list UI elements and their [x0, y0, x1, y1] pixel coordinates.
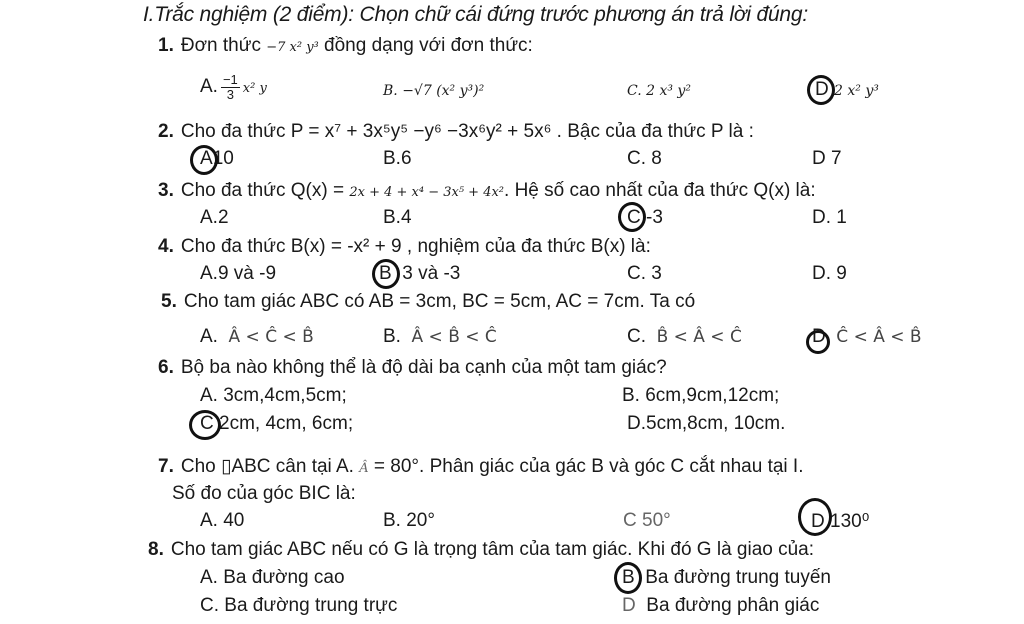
option-label: B.: [383, 326, 401, 347]
option-expression: Â < Ĉ < B̂: [228, 327, 314, 347]
question-text: Cho ▯ABC cân tại A.: [180, 456, 354, 477]
fraction-denominator: 3: [226, 86, 234, 102]
question-text: Cho đa thức B(x) = -x² + 9 , nghiệm của đa thức B(x) là:: [180, 236, 651, 257]
option-8-c[interactable]: [200, 595, 397, 617]
option-4-c[interactable]: [627, 263, 662, 285]
option-text: 130⁰: [830, 511, 870, 532]
question-2: [158, 121, 754, 143]
question-number: 2.: [158, 121, 174, 142]
option-expression: B̂ < Â < Ĉ: [656, 327, 742, 347]
option-label: C.: [627, 326, 646, 347]
option-text: Ba đường phân giác: [646, 595, 820, 616]
option-text: C 50°: [623, 510, 671, 531]
option-text: 10: [212, 148, 234, 169]
question-number: 1.: [158, 35, 174, 56]
option-6-a[interactable]: [200, 385, 347, 407]
question-expression: −7 x² y³: [266, 40, 319, 55]
option-6-c[interactable]: [200, 413, 353, 435]
option-label: D: [622, 595, 636, 616]
question-text: Cho đa thức Q(x) =: [180, 180, 345, 201]
answer-mark-circle: [806, 330, 830, 354]
option-text: B. 20°: [383, 510, 435, 531]
answer-mark-circle: [190, 145, 218, 175]
option-text: C. 2 x³ y²: [627, 83, 691, 99]
question-number: 7.: [158, 456, 174, 477]
option-label: B: [622, 567, 635, 588]
option-7-a[interactable]: [200, 510, 244, 532]
option-3-a[interactable]: [200, 207, 229, 229]
answer-mark-circle: [618, 202, 646, 232]
option-label: B: [379, 263, 392, 284]
option-text: C. 3: [627, 263, 662, 284]
option-8-b[interactable]: [622, 567, 831, 589]
option-text: D.5cm,8cm, 10cm.: [627, 413, 786, 434]
option-text: A.2: [200, 207, 229, 228]
question-text: Cho đa thức P = x⁷ + 3x⁵y⁵ −y⁶ −3x⁶y² + 5x⁶ . Bậc của đa thức P là :: [180, 121, 754, 142]
question-8: [148, 539, 814, 561]
question-number: 5.: [161, 291, 177, 312]
option-6-b[interactable]: [622, 385, 779, 407]
option-7-b[interactable]: [383, 510, 435, 532]
question-text: Đơn thức: [180, 35, 261, 56]
option-text: C. 8: [627, 148, 662, 169]
option-2-d[interactable]: [812, 148, 842, 170]
option-label: D: [811, 511, 825, 532]
option-expression: x² y: [242, 81, 267, 97]
question-4: [158, 236, 651, 258]
option-text: 3 và -3: [402, 263, 461, 284]
option-expression: Ĉ < Â < B̂: [836, 327, 922, 347]
answer-mark-circle: [798, 498, 832, 536]
option-2-b[interactable]: [383, 148, 412, 170]
option-text: A.9 và -9: [200, 263, 277, 284]
option-4-d[interactable]: [812, 263, 847, 285]
option-text: A. 40: [200, 510, 245, 531]
option-text: D. 1: [812, 207, 847, 228]
question-text: đồng dạng với đơn thức:: [324, 35, 533, 56]
option-4-a[interactable]: [200, 263, 276, 285]
option-label: C: [627, 207, 641, 228]
option-expression: Â < B̂ < Ĉ: [411, 327, 497, 347]
option-label: C: [200, 413, 214, 434]
question-number: 3.: [158, 180, 174, 201]
option-text: D 7: [812, 148, 842, 169]
answer-mark-circle: [372, 259, 400, 289]
option-5-b[interactable]: [383, 326, 497, 348]
option-text: B.6: [383, 148, 412, 169]
option-8-a[interactable]: [200, 567, 345, 589]
question-7: [158, 455, 803, 478]
option-text: 2cm, 4cm, 6cm;: [219, 413, 354, 434]
option-text: D. 9: [812, 263, 847, 284]
option-text: Ba đường trung tuyến: [645, 567, 831, 588]
question-text: Bộ ba nào không thể là độ dài ba cạnh của một tam giác?: [180, 357, 667, 378]
question-1: [158, 35, 533, 57]
option-3-d[interactable]: [812, 207, 847, 229]
question-text: = 80°. Phân giác của gác B và góc C cắt nhau tại I.: [373, 456, 804, 477]
option-label: A.: [200, 326, 218, 347]
option-1-b[interactable]: [383, 79, 484, 101]
question-expression: Â: [359, 461, 369, 476]
option-text: B. −√7 (x² y³)²: [383, 83, 485, 99]
option-text: B. 6cm,9cm,12cm;: [622, 385, 780, 406]
answer-mark-circle: [807, 75, 835, 105]
question-6: [158, 357, 667, 379]
option-text: A. Ba đường cao: [200, 567, 345, 588]
option-7-c[interactable]: [623, 510, 671, 532]
option-text: C. Ba đường trung trực: [200, 595, 398, 616]
option-8-d[interactable]: [622, 595, 819, 617]
option-3-b[interactable]: [383, 207, 412, 229]
question-text: Cho tam giác ABC có AB = 3cm, BC = 5cm, AC = 7cm. Ta có: [183, 291, 696, 312]
question-expression: 2x + 4 + x⁴ − 3x⁵ + 4x²: [349, 185, 505, 200]
option-label: D: [815, 79, 829, 100]
option-label: D: [812, 326, 826, 347]
option-label: A: [200, 148, 213, 169]
option-1-c[interactable]: [627, 79, 691, 101]
question-7-line-2: Số đo của góc BIC là:: [172, 483, 356, 504]
option-label: A.: [200, 76, 218, 98]
question-5: [161, 291, 695, 313]
question-number: 4.: [158, 236, 174, 257]
option-text: A. 3cm,4cm,5cm;: [200, 385, 347, 406]
section-title: I.Trắc nghiệm (2 điểm): Chọn chữ cái đứng trước phương án trả lời đúng:: [143, 3, 809, 26]
fraction-numerator: −1: [222, 72, 238, 87]
question-text: . Hệ số cao nhất của đa thức Q(x) là:: [504, 180, 816, 201]
answer-mark-circle: [189, 410, 221, 440]
question-text: Cho tam giác ABC nếu có G là trọng tâm của tam giác. Khi đó G là giao của:: [170, 539, 815, 560]
fraction: [221, 73, 240, 101]
option-expression: 2 x² y³: [834, 83, 879, 99]
option-1-a[interactable]: [200, 73, 267, 101]
option-5-a[interactable]: [200, 326, 314, 348]
question-number: 6.: [158, 357, 174, 378]
option-2-c[interactable]: [627, 148, 662, 170]
option-text: B.4: [383, 207, 412, 228]
answer-mark-circle: [614, 562, 642, 594]
question-3: [158, 180, 816, 202]
question-number: 8.: [148, 539, 164, 560]
option-5-c[interactable]: [627, 326, 742, 348]
option-6-d[interactable]: [627, 413, 785, 435]
option-text: -3: [646, 207, 663, 228]
